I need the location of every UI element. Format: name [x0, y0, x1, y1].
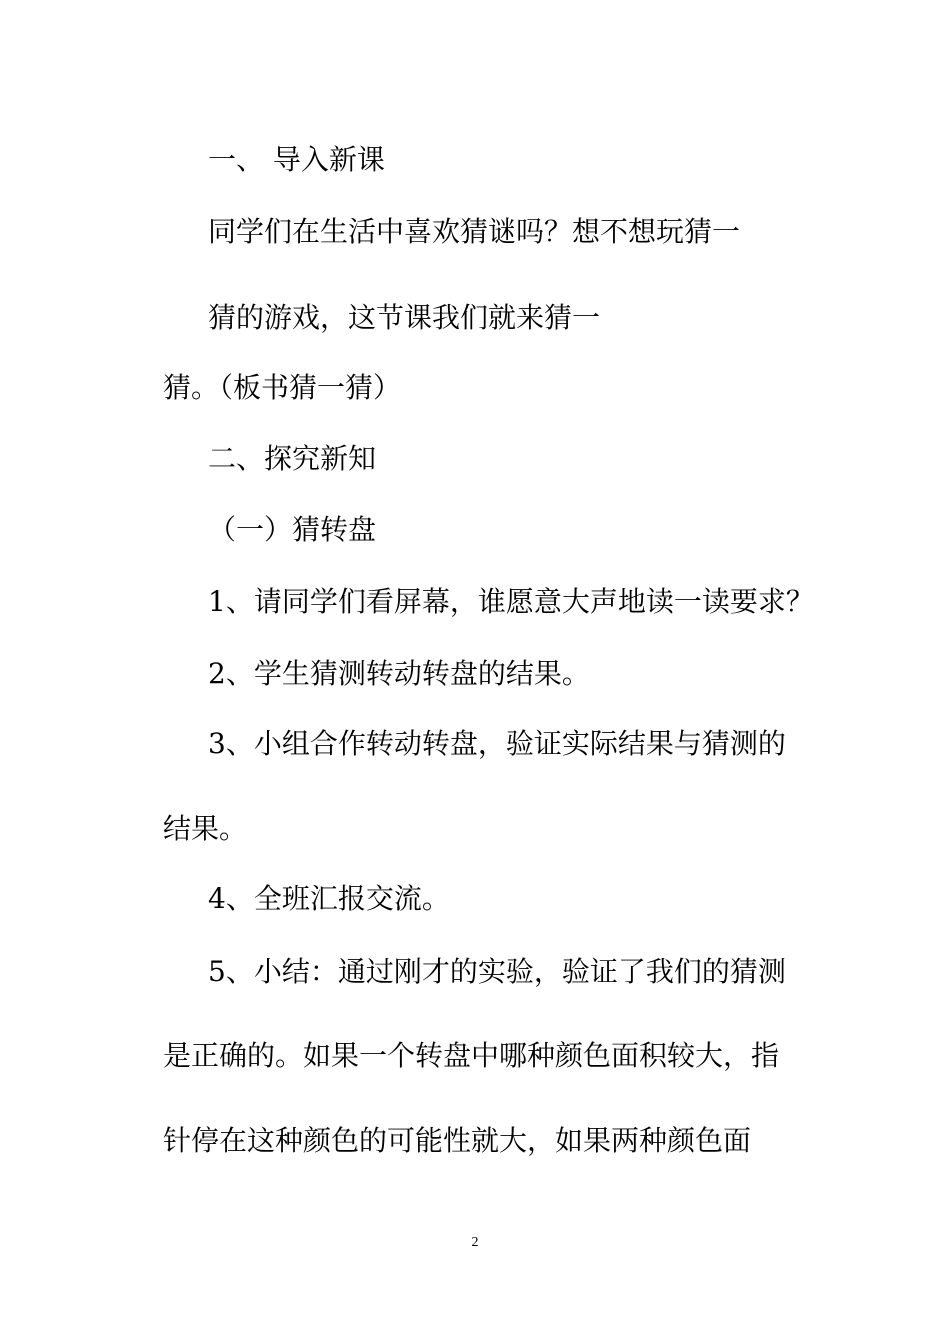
paragraph-line: 同学们在生活中喜欢猜谜吗？想不想玩猜一: [208, 215, 741, 248]
list-item: 1、请同学们看屏幕，谁愿意大声地读一读要求？: [208, 585, 814, 618]
list-item-continuation: 针停在这种颜色的可能性就大，如果两种颜色面: [163, 1124, 752, 1157]
section-heading-intro: 一、 导入新课: [208, 143, 385, 176]
list-item: 5、小结：通过刚才的实验，验证了我们的猜测: [208, 955, 786, 988]
list-item: 3、小组合作转动转盘，验证实际结果与猜测的: [208, 727, 786, 760]
paragraph-line: 猜的游戏，这节课我们就来猜一: [208, 301, 601, 334]
list-item-continuation: 结果。: [163, 812, 248, 845]
section-heading-explore: 二、探究新知: [208, 442, 377, 475]
list-item: 2、学生猜测转动转盘的结果。: [208, 657, 590, 690]
list-item: 4、全班汇报交流。: [208, 882, 450, 915]
list-item-continuation: 是正确的。如果一个转盘中哪种颜色面积较大，指: [163, 1039, 780, 1072]
page-number: 2: [471, 1235, 479, 1250]
paragraph-line: 猜。（板书猜一猜）: [163, 371, 402, 404]
subsection-heading: （一）猜转盘: [208, 513, 377, 546]
